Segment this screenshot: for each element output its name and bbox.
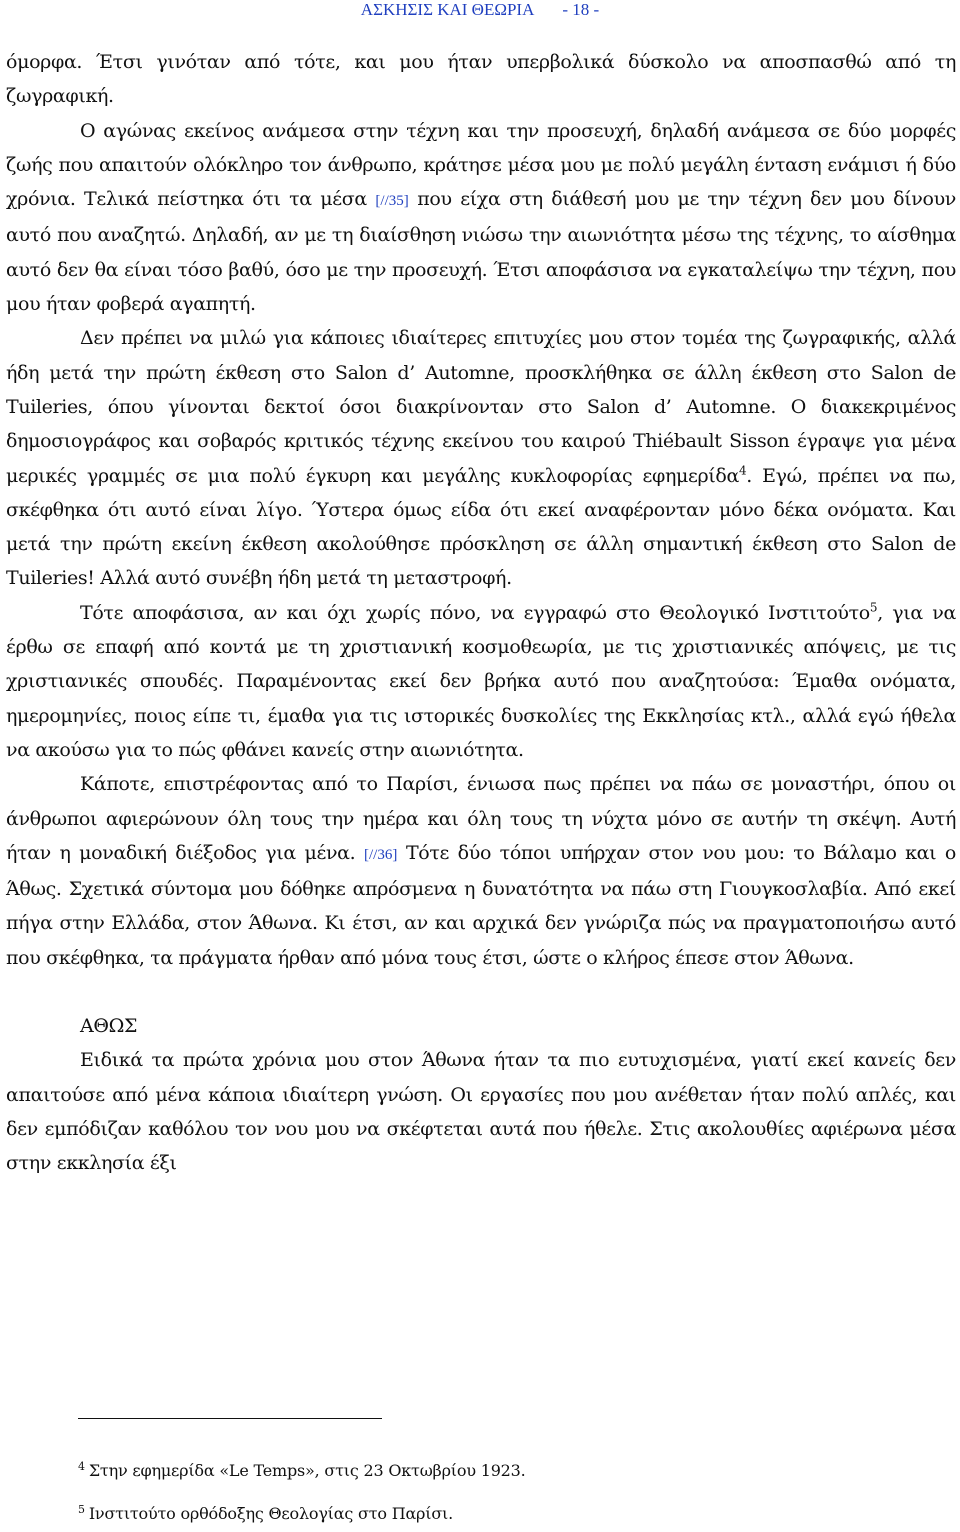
paragraph-2: Ο αγώνας εκείνος ανάμεσα στην τέχνη και την προσευχή, δηλαδή ανάμεσα σε δύο μορφές ζωής που απαιτούν ολόκληρο τον άνθρωπο, κράτησε μέσα μου με πολύ μεγάλη ένταση ενάμισι ή δύο χρόνια. Τελικά πείστηκα ότι τα μέσα [//35] που είχα στη διάθεσή μου με την τέχνη δεν μου δίνουν αυτό που αναζητώ. Δηλαδή, αν με τη διαίσθηση νιώσω την αιωνιότητα μέσω της τέχνης, το αίσθημα αυτό δεν θα είναι τόσο βαθύ, όσο με την προσευχή. Έτσι αποφάσισα να εγκαταλείψω την τέχνη, που μου ήταν φοβερά αγαπητή.	[6, 119, 956, 316]
paragraph-3: Δεν πρέπει να μιλώ για κάποιες ιδιαίτερες επιτυχίες μου στον τομέα της ζωγραφικής, αλλά ήδη μετά την πρώτη έκθεση στο Salon d’ Automne, προσκλήθηκα σε άλλη έκθεση στο Salon de Tuileries, όπου γίνονται δεκτοί όσοι διακρίνονταν στο Salon d’ Automne. Ο διακεκριμένος δημοσιογράφος και σοβαρός κριτικός τέχνης εκείνου του καιρού Thiébault Sisson έγραψε για μένα μερικές γραμμές σε μια πολύ έγκυρη και μεγάλης κυκλοφορίας εφημερίδα$^4$. Εγώ, πρέπει να πω, σκέφθηκα ότι αυτό είναι λίγο. Ύστερα όμως είδα ότι εκεί αναφέρονταν μόνο δέκα ονόματα. Και μετά την πρώτη εκείνη έκθεση ακολούθησε πρόσκληση σε άλλη σημαντική έκθεση στο Salon de Tuileries! Αλλά αυτό συνέβη ήδη μετά τη μεταστροφή.	[6, 327, 956, 590]
paragraph-5: Κάποτε, επιστρέφοντας από το Παρίσι, ένιωσα πως πρέπει να πάω σε μοναστήρι, όπου οι άνθρωποι αφιερώνουν όλη τους την ημέρα και όλη τους τη νύχτα μόνο σε αυτήν τη σκέψη. Αυτή ήταν η μοναδική διέξοδος για μένα. [//36] Τότε δύο τόποι υπήρχαν στον νου μου: το Βάλαμο και ο Άθως. Σχετικά σύντομα μου δόθηκε απρόσμενα η δυνατότητα να πάω στη Γιουγκοσλαβία. Από εκεί πήγα στην Ελλάδα, στον Άθωνα. Κι έτσι, αν και αρχικά δεν γνώριζα πώς να πραγματοποιήσω αυτό που σκέφθηκα, τα πράγματα ήρθαν από μόνα τους έτσι, ώστε ο κλήρος έπεσε στον Άθωνα.	[6, 773, 956, 969]
paragraph-6: Ειδικά τα πρώτα χρόνια μου στον Άθωνα ήταν τα πιο ευτυχισμένα, γιατί εκεί κανείς δεν απαιτούσε από μένα κάποια ιδιαίτερη γνώση. Οι εργασίες που μου ανέθεταν ήταν πολύ απλές, και δεν εμπόδιζαν καθόλου τον νου μου να σκέφτεται αυτά που ήθελε. Στις ακολουθίες αφιέρωνα μέσα στην εκκλησία έξι	[6, 1049, 956, 1175]
footnote-marker-5: 5	[869, 600, 878, 615]
footnote-5: $^5$ Ινστιτούτο ορθόδοξης Θεολογίας στο Παρίσι.	[78, 1502, 454, 1523]
page-number: - 18 -	[562, 0, 600, 19]
footnote-marker-4: 4	[738, 463, 747, 478]
paragraph-4: Τότε αποφάσισα, αν και όχι χωρίς πόνο, να εγγραφώ στο Θεολογικό Ινστιτούτο$^5$, για να έρθω σε επαφή από κοντά με τη χριστιανική κοσμοθεωρία, με τις χριστιανικές απόψεις, με τις χριστιανικές σπουδές. Παραμένοντας εκεί δεν βρήκα αυτό που αναζητούσα: Έμαθα ονόματα, ημερομηνίες, ποιος είπε τι, έμαθα για τις ιστορικές δυσκολίες της Εκκλησίας κτλ., αλλά εγώ ήθελα να ακούσω για το πώς φθάνει κανείς στην αιωνιότητα.	[6, 600, 956, 761]
paragraph-1: όμορφα. Έτσι γινόταν από τότε, και μου ήταν υπερβολικά δύσκολο να αποσπασθώ από τη ζωγραφική.	[6, 51, 956, 108]
footnote-separator	[78, 1418, 382, 1419]
body-text	[6, 45, 956, 1181]
page-reference-36: [//36]	[364, 846, 398, 863]
running-title: ΑΣΚΗΣΙΣ ΚΑΙ ΘΕΩΡΙΑ	[360, 0, 535, 19]
running-header	[0, 0, 960, 20]
footnote-4: $^4$ Στην εφημερίδα «Le Temps», στις 23 Οκτωβρίου 1923.	[78, 1459, 526, 1480]
page-reference-35: [//35]	[375, 193, 409, 210]
section-heading: ΑΘΩΣ	[80, 1015, 138, 1038]
